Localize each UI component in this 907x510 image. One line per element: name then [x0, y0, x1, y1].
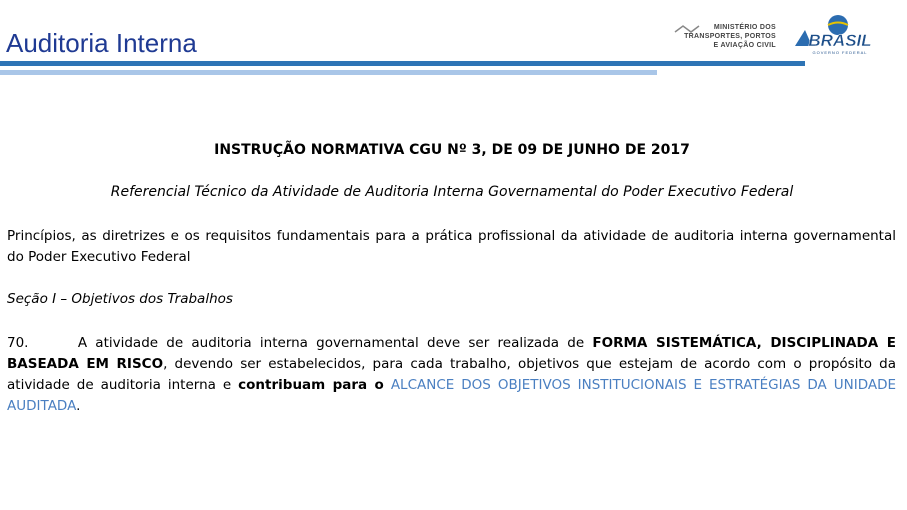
brasil-logo-icon	[790, 10, 890, 55]
section-title: Seção I – Objetivos dos Trabalhos	[7, 291, 233, 307]
principles-paragraph: Princípios, as diretrizes e os requisitos fundamentais para a prática profissional da atividade de auditoria interna governamental do Poder Executivo Federal	[7, 228, 896, 265]
paragraph-text-a: A atividade de auditoria interna governamental deve ser realizada de	[77, 335, 593, 351]
header-rule-secondary	[0, 70, 657, 75]
ministry-line-1: MINISTÉRIO DOS	[713, 24, 776, 31]
emphasis-contribute: contribuam para o	[238, 377, 384, 393]
document-heading: INSTRUÇÃO NORMATIVA CGU Nº 3, DE 09 DE JUNHO DE 2017	[214, 142, 690, 158]
paragraph-space	[384, 377, 391, 393]
ministry-line-2: TRANSPORTES, PORTOS	[684, 33, 776, 40]
document-subheading: Referencial Técnico da Atividade de Auditoria Interna Governamental do Poder Executivo Federal	[110, 184, 794, 200]
header-rule-primary	[0, 61, 805, 66]
ministry-line-3: E AVIAÇÃO CIVIL	[713, 42, 776, 49]
emphasis-systematic: FORMA SISTEMÁTICA, DISCIPLINADA E BASEADA EM RISCO	[7, 335, 896, 372]
page-title: Auditoria Interna	[6, 28, 197, 58]
paragraph-number: 70.	[7, 335, 29, 351]
brasil-subtext: GOVERNO FEDERAL	[812, 50, 868, 55]
paragraph-70	[7, 333, 896, 417]
ministry-logo	[673, 24, 776, 52]
paragraph-text-b: , devendo ser estabelecidos, para cada trabalho, objetivos que estejam de acordo com o propósito da atividade de auditoria interna e	[7, 356, 896, 393]
highlight-objectives: ALCANCE DOS OBJETIVOS INSTITUCIONAIS E ESTRATÉGIAS DA UNIDADE AUDITADA	[7, 377, 897, 414]
brasil-logo	[790, 10, 890, 55]
brasil-wordmark: BRASIL	[808, 31, 872, 50]
paragraph-end: .	[76, 398, 81, 414]
